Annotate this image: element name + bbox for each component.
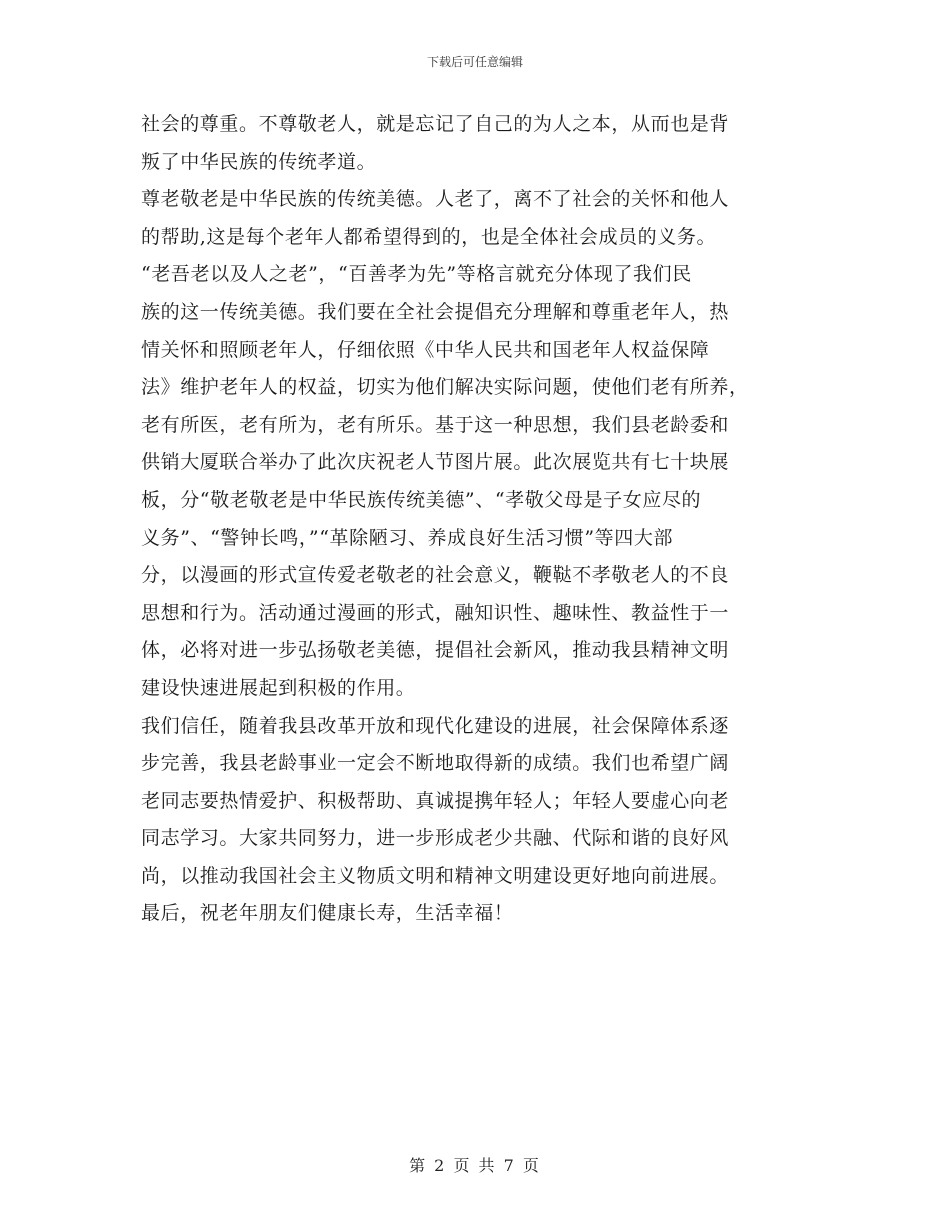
text-line: 最后，祝老年朋友们健康长寿，生活幸福！ bbox=[141, 902, 514, 925]
text-line: 尊老敬老是中华民族的传统美德。人老了，离不了社会的关怀和他人 bbox=[141, 188, 730, 211]
text-line: 思想和行为。活动通过漫画的形式，融知识性、趣味性、教益性于一 bbox=[141, 601, 730, 624]
text-line: 供销大厦联合举办了此次庆祝老人节图片展。此次展览共有七十块展 bbox=[141, 451, 730, 474]
text-line: 社会的尊重。不尊敬老人，就是忘记了自己的为人之本，从而也是背 bbox=[141, 113, 730, 135]
text-line: 的帮助,这是每个老年人都希望得到的，也是全体社会成员的义务。 bbox=[141, 225, 717, 248]
text-line: 板，分“敬老敬老是中华民族传统美德”、“孝敬父母是子女应尽的 bbox=[141, 488, 702, 511]
text-line: 建设快速进展起到积极的作用。 bbox=[141, 676, 416, 699]
page-number: 第 2 页 共 7 页 bbox=[409, 1156, 541, 1175]
text-line: 我们信任，随着我县改革开放和现代化建设的进展，社会保障体系逐 bbox=[141, 714, 730, 737]
text-line: 步完善，我县老龄事业一定会不断地取得新的成绩。我们也希望广阔 bbox=[141, 752, 730, 775]
text-line: 尚，以推动我国社会主义物质文明和精神文明建设更好地向前进展。 bbox=[141, 864, 730, 887]
document-body bbox=[141, 106, 806, 933]
text-line: 体，必将对进一步弘扬敬老美德，提倡社会新风，推动我县精神文明 bbox=[141, 639, 730, 662]
text-line: 情关怀和照顾老年人，仔细依照《中华人民共和国老年人权益保障 bbox=[141, 338, 710, 361]
text-line: “老吾老以及人之老”，“百善孝为先”等格言就充分体现了我们民 bbox=[141, 263, 692, 286]
text-line: 法》维护老年人的权益，切实为他们解决实际问题，使他们老有所养， bbox=[141, 376, 749, 399]
text-line: 同志学习。大家共同努力，进一步形成老少共融、代际和谐的良好风 bbox=[141, 827, 730, 850]
text-line: 老同志要热情爱护、积极帮助、真诚提携年轻人；年轻人要虚心向老 bbox=[141, 789, 730, 812]
text-line: 叛了中华民族的传统孝道。 bbox=[141, 150, 377, 173]
text-line: 分，以漫画的形式宣传爱老敬老的社会意义，鞭鞑不孝敬老人的不良 bbox=[141, 564, 730, 587]
page-header: 下载后可任意编辑 bbox=[426, 55, 523, 69]
text-line: 义务”、“警钟长鸣，”“革除陋习、养成良好生活习惯”等四大部 bbox=[141, 526, 674, 549]
text-line: 族的这一传统美德。我们要在全社会提倡充分理解和尊重老年人，热 bbox=[141, 300, 730, 323]
text-line: 老有所医，老有所为，老有所乐。基于这一种思想，我们县老龄委和 bbox=[141, 413, 730, 436]
